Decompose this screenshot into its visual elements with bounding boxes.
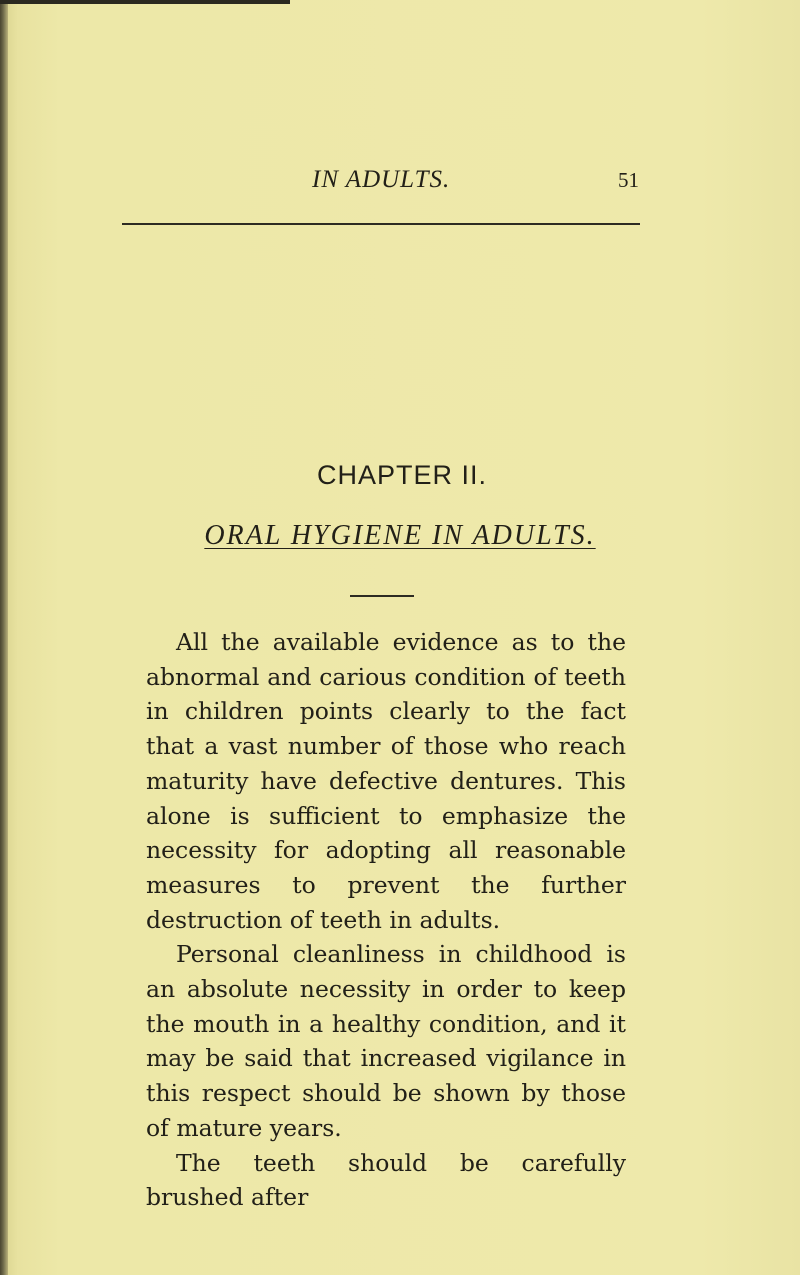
body-text [146,625,626,1215]
chapter-title: ORAL HYGIENE IN ADULTS. [204,520,596,551]
running-header [0,166,800,202]
page-number: 51 [618,168,639,192]
top-edge-shadow [0,0,290,4]
header-rule [122,223,640,225]
chapter-label: CHAPTER II. [316,460,488,490]
running-title: IN ADULTS. [312,166,451,193]
paragraph-3: The teeth should be carefully brushed after [146,1148,626,1212]
section-divider [350,595,414,597]
paragraph-2: Personal cleanliness in childhood is an absolute necessity in order to keep the mouth in a healthy condition, and it may be said that increased vigilance in this respect should be shown by those of mature years. [146,940,626,1142]
paragraph-1: All the available evidence as to the abnormal and carious condition of teeth in children points clearly to the fact that a vast number of those who reach maturity have defective dentures. This alone is sufficient to emphasize the necessity for adopting all reasonable measures to prevent the further destruction of teeth in adults. [146,628,626,934]
